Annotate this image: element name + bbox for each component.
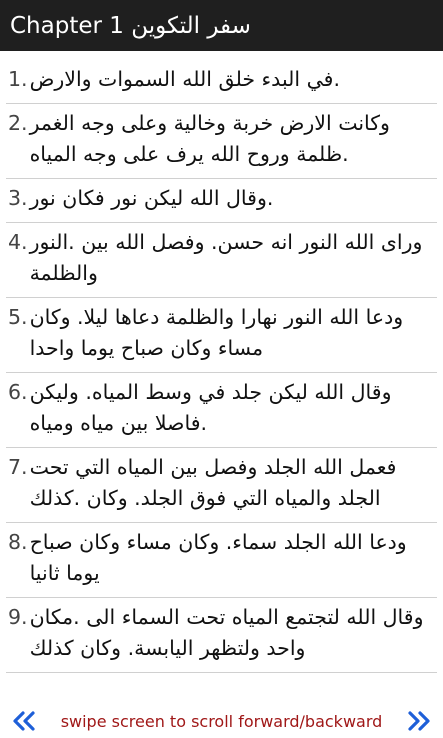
verse-item — [6, 448, 437, 523]
verse-text: فعمل الله الجلد وفصل بين المياه التي تحت الجلد والمياه التي فوق الجلد. وكان .كذلك — [29, 455, 397, 510]
verse-item — [6, 60, 437, 104]
swipe-hint: swipe screen to scroll forward/backward — [60, 711, 383, 731]
verse-item — [6, 598, 437, 673]
verse-number: 8. — [8, 530, 28, 554]
verse-number: 2. — [8, 111, 28, 135]
verse-text: ودعا الله الجلد سماء. وكان مساء وكان صباح يوما ثانيا — [29, 530, 407, 585]
verse-number: 5. — [8, 305, 28, 329]
verse-number: 3. — [8, 186, 28, 210]
verse-number: 9. — [8, 605, 28, 629]
verse-list[interactable] — [0, 60, 443, 660]
verse-item — [6, 523, 437, 598]
verse-text: وكانت الارض خربة وخالية وعلى وجه الغمر .ظلمة وروح الله يرف على وجه المياه — [29, 111, 390, 166]
double-chevron-left-icon[interactable] — [10, 711, 40, 731]
verse-text: وقال الله ليكن جلد في وسط المياه. وليكن .فاصلا بين مياه ومياه — [29, 380, 392, 435]
verse-text: وقال الله لتجتمع المياه تحت السماء الى .مكان واحد ولتظهر اليابسة. وكان كذلك — [29, 605, 424, 660]
verse-text: ودعا الله النور نهارا والظلمة دعاها ليلا. وكان مساء وكان صباح يوما واحدا — [29, 305, 404, 360]
verse-number: 7. — [8, 455, 28, 479]
footer-bar — [0, 704, 443, 738]
verse-item — [6, 179, 437, 223]
double-chevron-right-icon[interactable] — [403, 711, 433, 731]
verse-item — [6, 373, 437, 448]
verse-text: .في البدء خلق الله السموات والارض — [29, 67, 340, 91]
verse-text: .وقال الله ليكن نور فكان نور — [29, 186, 274, 210]
verse-item — [6, 104, 437, 179]
verse-number: 1. — [8, 67, 28, 91]
verse-number: 6. — [8, 380, 28, 404]
verse-item — [6, 223, 437, 298]
verse-number: 4. — [8, 230, 28, 254]
verse-item — [6, 298, 437, 373]
title-bar — [0, 0, 443, 51]
verse-text: وراى الله النور انه حسن. وفصل الله بين .النور والظلمة — [29, 230, 423, 285]
page-title: سفر التكوين Chapter 1 — [10, 12, 251, 39]
